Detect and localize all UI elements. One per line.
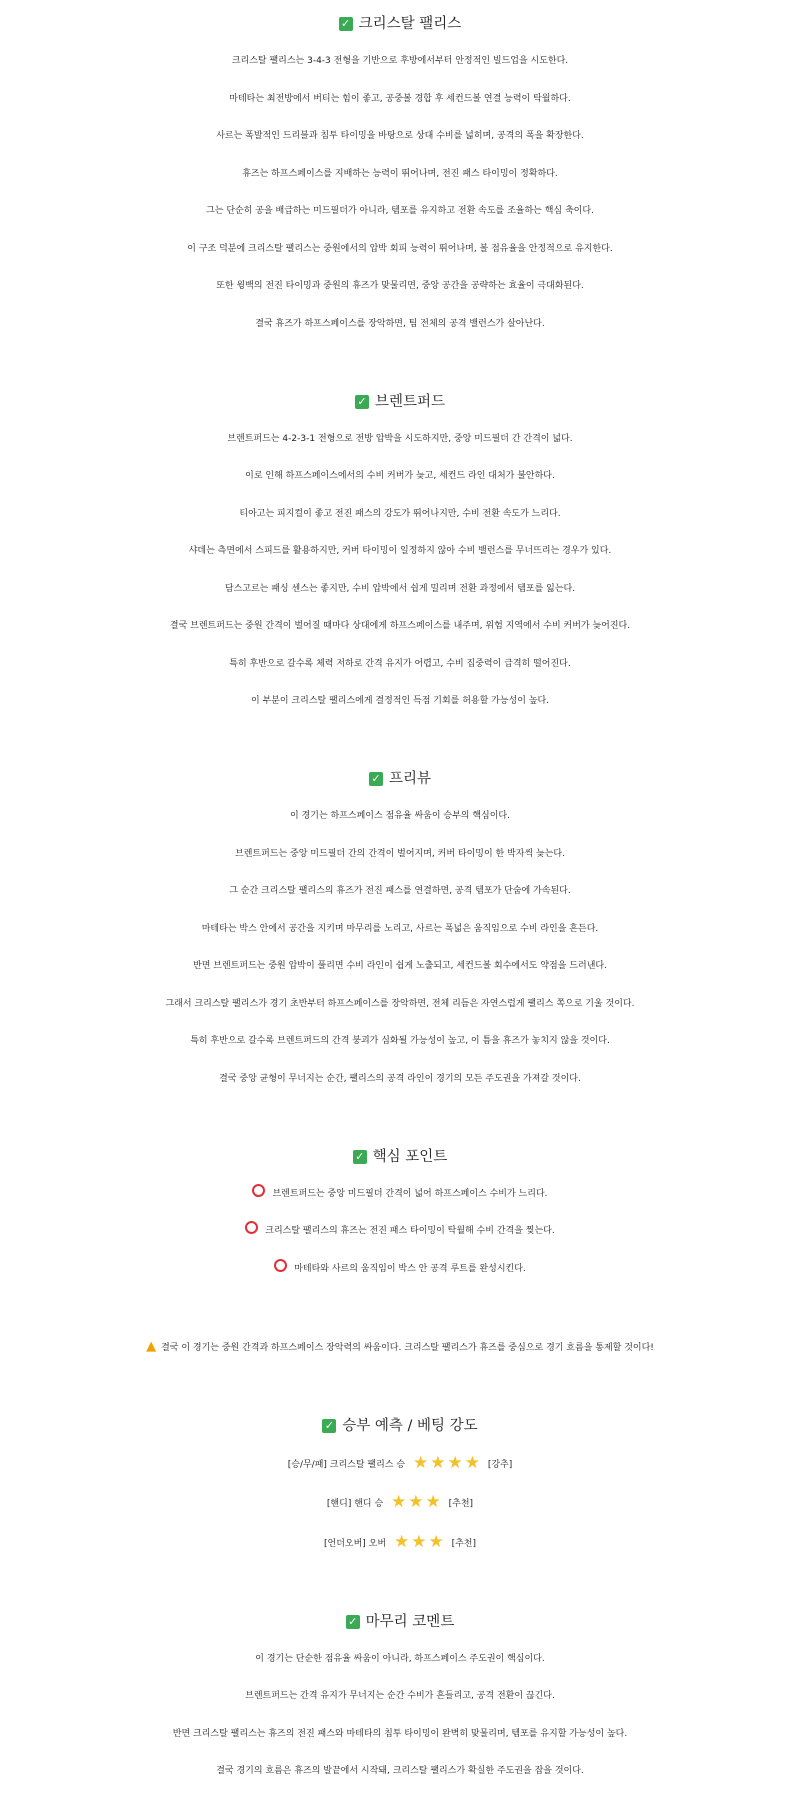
paragraph-line: 이 경기는 하프스페이스 점유율 싸움이 승부의 핵심이다. (290, 811, 510, 821)
paragraph-line: 반면 크리스탈 팰리스는 휴즈의 전진 패스와 마테타의 침투 타이밍이 완벽히 맞물리며, 템포를 유지할 가능성이 높다. (172, 1728, 628, 1739)
section-title: 핵심 포인트 (372, 1148, 448, 1165)
check-box-icon: ✓ (369, 772, 383, 786)
paragraph-line: 휴즈는 하프스페이스를 지배하는 능력이 뛰어나며, 전진 패스 타이밍이 정확하다. (242, 168, 558, 179)
paragraph-line: 사르는 폭발적인 드리블과 침투 타이밍을 바탕으로 상대 수비를 넓히며, 공격의 폭을 확장한다. (216, 131, 584, 141)
section-key-points (0, 1147, 800, 1279)
bet-stars (393, 1531, 448, 1552)
section-title: 프리뷰 (388, 771, 432, 787)
section-heading (0, 1612, 800, 1632)
star-icon: ★ (411, 1531, 427, 1552)
paragraph-line: 결국 경기의 흐름은 휴즈의 발끝에서 시작돼, 크리스탈 팰리스가 확실한 주도권을 잡을 것이다. (216, 1766, 584, 1776)
paragraph-line: 특히 후반으로 갈수록 체력 저하로 간격 유지가 어렵고, 수비 집중력이 급격히 떨어진다. (229, 658, 571, 669)
section-prediction (0, 1416, 800, 1554)
paragraph-line: 브렌트퍼드는 간격 유지가 무너지는 순간 수비가 흔들리고, 공격 전환이 끊긴다. (245, 1691, 555, 1701)
section-title: 승부 예측 / 베팅 강도 (342, 1417, 478, 1434)
star-icon: ★ (391, 1492, 407, 1512)
red-circle-icon (245, 1221, 258, 1234)
key-point-item (0, 1259, 800, 1279)
star-icon: ★ (412, 1452, 429, 1473)
bet-row (0, 1492, 800, 1514)
paragraph-line: 샤데는 측면에서 스피드를 활용하지만, 커버 타이밍이 일정하지 않아 수비 밸런스를 무너뜨리는 경우가 있다. (188, 546, 612, 556)
bet-stars (390, 1492, 445, 1512)
bet-label: [언더오버] 오버 (324, 1538, 387, 1549)
paragraph-line: 특히 후반으로 갈수록 브렌트퍼드의 간격 붕괴가 심화될 가능성이 높고, 이 틈을 휴즈가 놓치지 않을 것이다. (190, 1036, 610, 1046)
paragraph-line: 또한 윙백의 전진 타이밍과 중원의 휴즈가 맞물리면, 중앙 공간을 공략하는 효율이 극대화된다. (216, 281, 584, 291)
warning-text: 결국 이 경기는 중원 간격과 하프스페이스 장악력의 싸움이다. 크리스탈 팰리스가 휴즈를 중심으로 경기 흐름을 통제할 것이다! (161, 1342, 654, 1353)
paragraph-line: 이 경기는 단순한 점유율 싸움이 아니라, 하프스페이스 주도권이 핵심이다. (255, 1653, 545, 1664)
red-circle-icon (274, 1259, 287, 1272)
key-point-text: 브렌트퍼드는 중앙 미드필더 간격이 넓어 하프스페이스 수비가 느리다. (272, 1188, 548, 1199)
star-icon: ★ (425, 1492, 441, 1512)
red-circle-icon (252, 1184, 265, 1197)
star-icon: ★ (430, 1452, 446, 1473)
bet-label: [승/무/패] 크리스탈 팰리스 승 (287, 1459, 406, 1470)
section-brentford (0, 392, 800, 712)
paragraph-line: 그래서 크리스탈 팰리스가 경기 초반부터 하프스페이스를 장악하면, 전체 리듬은 자연스럽게 팰리스 쪽으로 기울 것이다. (165, 998, 635, 1009)
section-title: 마무리 코멘트 (365, 1613, 455, 1630)
paragraph-line: 결국 브렌트퍼드는 중원 간격이 벌어질 때마다 상대에게 하프스페이스를 내주며, 위험 지역에서 수비 커버가 늦어진다. (169, 621, 631, 631)
star-icon: ★ (408, 1492, 424, 1512)
bet-tag: [추천] (451, 1538, 476, 1549)
section-heading (0, 769, 800, 789)
star-icon: ★ (393, 1531, 410, 1552)
check-box-icon: ✓ (339, 17, 353, 31)
bet-label: [핸디] 핸디 승 (326, 1499, 384, 1509)
bet-tag: [추천] (448, 1499, 474, 1509)
warning-line (0, 1337, 800, 1358)
paragraph-line: 이 구조 덕분에 크리스탈 팰리스는 중원에서의 압박 회피 능력이 뛰어나며, 볼 점유율을 안정적으로 유지한다. (187, 243, 613, 254)
key-point-text: 마테타와 사르의 움직임이 박스 안 공격 루트를 완성시킨다. (294, 1263, 526, 1274)
paragraph-line: 결국 중앙 균형이 무너지는 순간, 팰리스의 공격 라인이 경기의 모든 주도권을 가져갈 것이다. (219, 1073, 581, 1084)
section-crystal-palace (0, 14, 800, 334)
key-point-item (0, 1184, 800, 1204)
check-box-icon: ✓ (355, 395, 369, 409)
warning-note (0, 1337, 800, 1358)
bet-tag: [강추] (487, 1459, 513, 1470)
paragraph-line: 반면 브렌트퍼드는 중원 압박이 풀리면 수비 라인이 쉽게 노출되고, 세컨드볼 회수에서도 약점을 드러낸다. (193, 961, 607, 971)
bet-row (0, 1453, 800, 1475)
paragraph-line: 크리스탈 팰리스는 3-4-3 전형을 기반으로 후방에서부터 안정적인 빌드업을 시도한다. (231, 56, 569, 66)
section-heading (0, 392, 800, 412)
bet-row (0, 1532, 800, 1554)
section-title: 크리스탈 팰리스 (358, 16, 462, 32)
paragraph-line: 이 부분이 크리스탈 팰리스에게 결정적인 득점 기회를 허용할 가능성이 높다. (250, 696, 550, 706)
key-point-text: 크리스탈 팰리스의 휴즈는 전진 패스 타이밍이 탁월해 수비 간격을 찢는다. (265, 1226, 555, 1236)
key-point-item (0, 1221, 800, 1241)
paragraph-line: 브렌트퍼드는 중앙 미드필더 간의 간격이 벌어지며, 커버 타이밍이 한 박자씩 늦는다. (235, 848, 565, 859)
section-heading (0, 1147, 800, 1167)
paragraph-line: 티아고는 피지컬이 좋고 전진 패스의 강도가 뛰어나지만, 수비 전환 속도가 느리다. (239, 508, 561, 519)
paragraph-line: 마테타는 최전방에서 버티는 힘이 좋고, 공중볼 경합 후 세컨드볼 연결 능력이 탁월하다. (229, 93, 571, 104)
paragraph-line: 마테타는 박스 안에서 공간을 지키며 마무리를 노리고, 사르는 폭넓은 움직임으로 수비 라인을 흔든다. (201, 923, 599, 934)
section-title: 브렌트퍼드 (374, 393, 446, 410)
star-icon: ★ (464, 1452, 480, 1473)
star-icon: ★ (428, 1531, 444, 1552)
bet-stars (412, 1452, 484, 1473)
paragraph-line: 이로 인해 하프스페이스에서의 수비 커버가 늦고, 세컨드 라인 대처가 불안하다. (245, 471, 555, 481)
paragraph-line: 브렌트퍼드는 4-2-3-1 전형으로 전방 압박을 시도하지만, 중앙 미드필더 간 간격이 넓다. (227, 433, 573, 444)
paragraph-line: 담스고르는 패싱 센스는 좋지만, 수비 압박에서 쉽게 밀리며 전환 과정에서 템포를 잃는다. (224, 583, 576, 594)
check-box-icon: ✓ (346, 1615, 360, 1629)
check-box-icon: ✓ (353, 1150, 367, 1164)
paragraph-line: 그는 단순히 공을 배급하는 미드필더가 아니라, 템포를 유지하고 전환 속도를 조율하는 핵심 축이다. (206, 206, 594, 216)
section-closing (0, 1612, 800, 1782)
warning-icon: ▲ (146, 1338, 157, 1354)
paragraph-line: 그 순간 크리스탈 팰리스의 휴즈가 전진 패스를 연결하면, 공격 템포가 단숨에 가속된다. (229, 886, 571, 896)
check-box-icon: ✓ (322, 1419, 336, 1433)
section-heading (0, 1416, 800, 1436)
paragraph-line: 결국 휴즈가 하프스페이스를 장악하면, 팀 전체의 공격 밸런스가 살아난다. (255, 318, 545, 329)
section-preview (0, 769, 800, 1089)
section-heading (0, 14, 800, 34)
star-icon: ★ (447, 1452, 463, 1473)
